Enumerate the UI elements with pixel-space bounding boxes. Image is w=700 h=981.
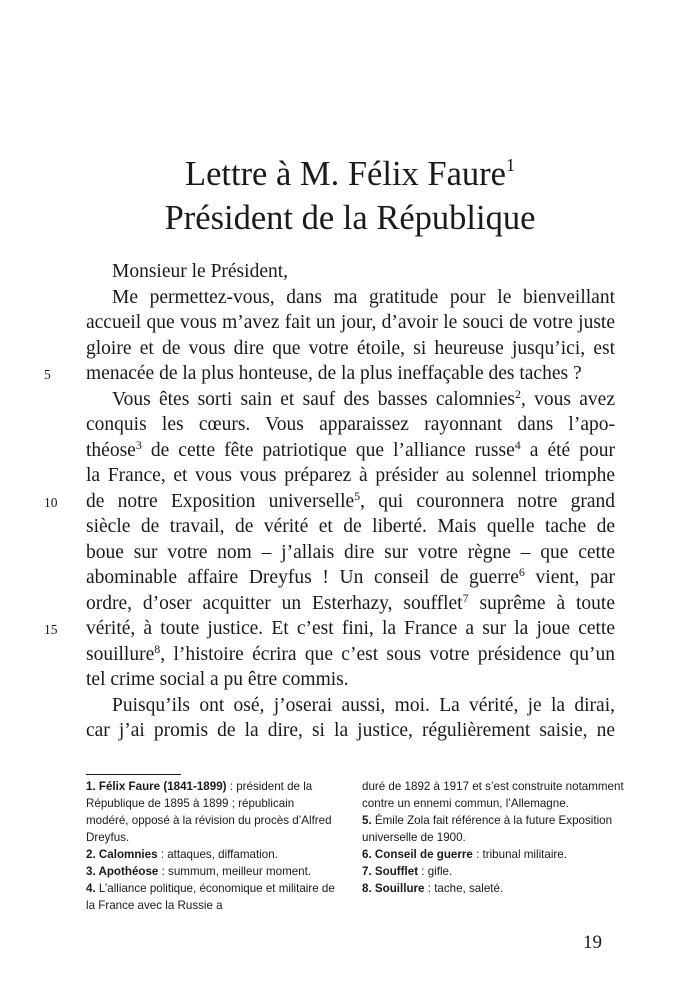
footnote bbox=[362, 812, 624, 846]
text-line bbox=[86, 310, 615, 336]
text-line bbox=[86, 667, 615, 693]
text-line bbox=[86, 285, 615, 311]
footnote bbox=[86, 863, 336, 880]
footnote-separator-colon: : bbox=[424, 882, 431, 895]
title-line-2: Président de la République bbox=[164, 199, 536, 237]
text-line bbox=[86, 565, 615, 591]
footnotes-column-right bbox=[362, 778, 624, 897]
line-number: 10 bbox=[44, 494, 58, 510]
footnote-term-text: Félix Faure (1841-1899) bbox=[98, 780, 227, 793]
footnote-separator-colon: : bbox=[226, 780, 233, 793]
footnote-number: 3. bbox=[86, 865, 96, 878]
text-line bbox=[86, 463, 615, 489]
text-run: accueil que vous m’avez fait un jour, d’avoir le souci de votre juste bbox=[86, 312, 615, 333]
footnote-ref: 7 bbox=[462, 590, 469, 605]
footnote-term bbox=[362, 865, 418, 878]
text-line bbox=[86, 438, 615, 464]
text-run: tel crime social a pu être commis. bbox=[86, 669, 349, 690]
footnote bbox=[362, 880, 624, 897]
footnotes-column-left bbox=[86, 778, 336, 914]
text-line bbox=[86, 514, 615, 540]
footnote-text: tribunal militaire. bbox=[479, 848, 567, 861]
footnote-number: 1. bbox=[86, 780, 96, 793]
footnote-ref: 8 bbox=[154, 641, 161, 656]
footnote bbox=[362, 863, 624, 880]
footnote-text: président de la République de 1895 à 1899 ; républicain modéré, opposé à la révision du procès d’Alfred Dreyfus. bbox=[86, 780, 332, 844]
footnote-text: Émile Zola fait référence à la future Exposition universelle de 1900. bbox=[362, 814, 613, 844]
footnote-number: 6. bbox=[362, 848, 372, 861]
text-run: ordre, d’oser acquitter un Esterhazy, soufflet bbox=[86, 592, 463, 614]
text-run: de cette fête patriotique que l’alliance russe bbox=[141, 439, 515, 461]
title-line-1 bbox=[0, 152, 700, 196]
chapter-title bbox=[0, 152, 700, 240]
footnote-separator-colon: : bbox=[472, 848, 480, 861]
footnote bbox=[86, 778, 336, 846]
footnote-separator bbox=[86, 774, 181, 775]
text-line bbox=[86, 642, 615, 668]
line-number: 5 bbox=[44, 367, 51, 382]
text-run: Puisqu’ils ont osé, j’oserai aussi, moi. La vérité, je la dirai, bbox=[112, 694, 615, 716]
text-run: vérité, à toute justice. Et c’est fini, la France a sur la joue cette bbox=[86, 618, 615, 639]
title-text-1: Lettre à M. Félix Faure bbox=[185, 155, 506, 193]
footnote bbox=[362, 778, 624, 812]
footnote-term bbox=[362, 882, 425, 895]
text-run: souillure bbox=[86, 643, 155, 665]
footnote-term-text: Apothéose bbox=[98, 865, 159, 878]
footnote-text: duré de 1892 à 1917 et s’est construite notamment contre un ennemi commun, l’Allemagne. bbox=[362, 780, 624, 810]
footnote-ref: 6 bbox=[518, 565, 525, 579]
footnote-number: 2. bbox=[86, 848, 96, 861]
footnote-ref: 3 bbox=[135, 437, 142, 452]
text-run: abominable affaire Dreyfus ! Un conseil de guerre bbox=[86, 567, 519, 588]
text-line bbox=[86, 591, 615, 617]
text-run: Me permettez-vous, dans ma gratitude pour le bienveillant bbox=[112, 286, 615, 308]
footnote-term bbox=[86, 865, 158, 878]
text-run: théose bbox=[86, 439, 136, 461]
text-line bbox=[86, 616, 615, 642]
text-line bbox=[86, 718, 615, 744]
footnote-ref: 2 bbox=[514, 386, 521, 401]
text-run: vient, par bbox=[524, 567, 615, 588]
footnote-term-text: Conseil de guerre bbox=[374, 848, 473, 861]
text-run: , qui couronnera notre grand bbox=[360, 490, 615, 512]
footnote-number: 7. bbox=[362, 865, 372, 878]
text-run: menacée de la plus honteuse, de la plus ineffaçable des taches ? bbox=[86, 363, 582, 384]
footnote bbox=[86, 846, 336, 863]
footnote-term-text: Calomnies bbox=[98, 848, 158, 861]
footnote bbox=[86, 880, 336, 914]
text-run: siècle de travail, de vérité et de liberté. Mais quelle tache de bbox=[86, 516, 615, 537]
footnote-term bbox=[362, 848, 473, 861]
footnote-text: tache, saleté. bbox=[430, 882, 504, 895]
text-run: boue sur votre nom – j’allais dire sur votre règne – que cette bbox=[86, 541, 615, 563]
text-run: a été pour bbox=[520, 439, 615, 461]
page-number: 19 bbox=[583, 932, 602, 953]
footnote-number: 8. bbox=[362, 882, 372, 895]
text-line bbox=[86, 387, 615, 413]
footnote-separator-colon: : bbox=[418, 865, 425, 878]
text-line bbox=[86, 412, 615, 438]
title-footnote-ref: 1 bbox=[505, 155, 515, 175]
text-run: gloire et de vous dire que votre étoile, si heureuse jusqu’ici, est bbox=[86, 337, 615, 359]
footnote-number: 5. bbox=[362, 814, 372, 827]
footnote-number: 4. bbox=[86, 882, 96, 895]
text-line bbox=[86, 540, 615, 566]
text-run: car j’ai promis de la dire, si la justice, régulièrement saisie, ne bbox=[86, 720, 615, 741]
text-run: Monsieur le Président, bbox=[112, 261, 289, 282]
footnote-term bbox=[86, 848, 158, 861]
footnote-term bbox=[362, 814, 372, 827]
footnote-text: attaques, diffamation. bbox=[164, 848, 278, 861]
text-run: suprême à toute bbox=[468, 592, 615, 614]
text-line bbox=[86, 693, 615, 719]
line-number: 15 bbox=[44, 622, 58, 637]
text-run: , l’histoire écrira que c’est sous votre présidence qu’un bbox=[160, 643, 615, 665]
text-line bbox=[86, 489, 615, 515]
text-run: , vous avez bbox=[520, 388, 615, 410]
text-run: la France, et vous vous préparez à présider au solennel triomphe bbox=[86, 465, 615, 486]
footnote-term bbox=[86, 882, 96, 895]
footnote-text: L’alliance politique, économique et militaire de la France avec la Russie a bbox=[86, 882, 335, 912]
text-line bbox=[86, 361, 615, 387]
text-run: de notre Exposition universelle bbox=[86, 490, 355, 512]
footnote-term-text: Soufflet bbox=[374, 865, 419, 878]
footnote-ref: 5 bbox=[354, 488, 361, 503]
footnote-text: summum, meilleur moment. bbox=[164, 865, 312, 878]
footnote-term-text: Souillure bbox=[374, 882, 425, 895]
footnote-ref: 4 bbox=[514, 437, 521, 452]
text-run: Vous êtes sorti sain et sauf des basses calomnies bbox=[112, 388, 515, 410]
footnote-separator-colon: : bbox=[158, 865, 165, 878]
text-run: conquis les cœurs. Vous apparaissez rayonnant dans l’apo- bbox=[86, 414, 615, 435]
text-line bbox=[86, 336, 615, 362]
footnote bbox=[362, 846, 624, 863]
footnote-text: gifle. bbox=[424, 865, 453, 878]
footnote-term bbox=[86, 780, 227, 793]
footnote-separator-colon: : bbox=[157, 848, 164, 861]
text-line bbox=[86, 259, 615, 285]
